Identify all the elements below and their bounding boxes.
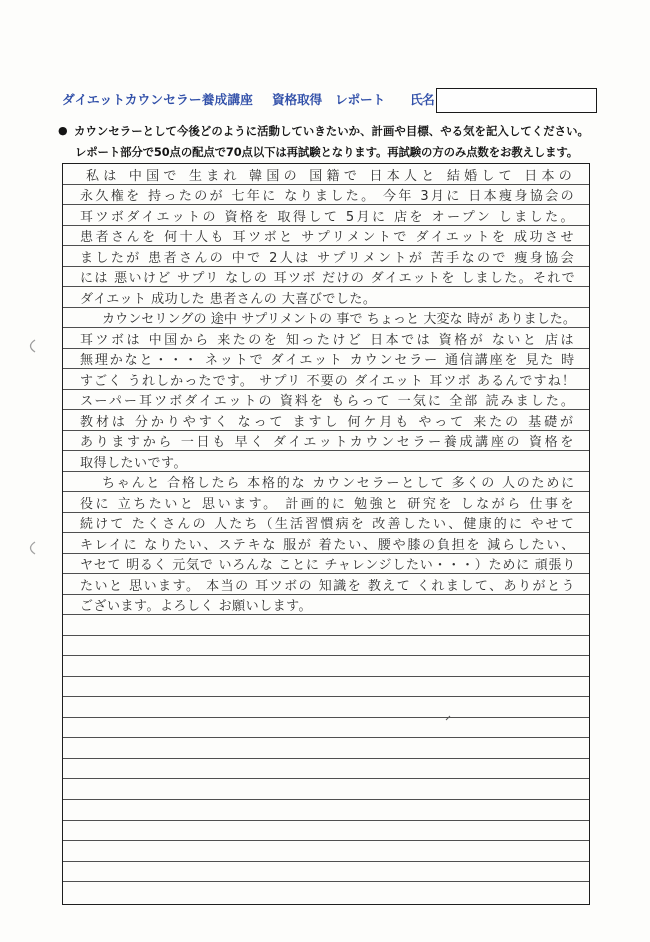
handwritten-line: ましたが 患者さんの 中で 2人は サプリメントが 苦手なので 痩身協会: [80, 250, 576, 266]
name-field: [436, 88, 597, 113]
ruled-line: [63, 554, 589, 575]
report-sheet: [62, 163, 590, 905]
ruled-line: [63, 841, 589, 862]
course-title: ダイエットカウンセラー養成講座: [62, 92, 253, 107]
ruled-line: [63, 164, 589, 185]
ruled-line: [63, 185, 589, 206]
handwritten-line: 患者さんを 何十人も 耳ツボと サプリメントで ダイエットを 成功させ: [80, 230, 576, 246]
ruled-line: [63, 718, 589, 739]
handwritten-line: たいと 思います。 本当の 耳ツボの 知識を 教えて くれまして、ありがとう: [80, 578, 576, 594]
ruled-line: [63, 431, 589, 452]
handwritten-line: 役に 立ちたいと 思います。 計画的に 勉強と 研究を しながら 仕事を: [80, 496, 576, 512]
ruled-line: [63, 451, 589, 472]
ruled-line: [63, 410, 589, 431]
ruled-line: [63, 595, 589, 616]
punch-hole-mark: [24, 541, 38, 555]
ruled-line: [63, 226, 589, 247]
report-label: レポート: [335, 92, 385, 107]
pen-mark: [444, 714, 452, 722]
ruled-line: [63, 328, 589, 349]
instruction-line-2: レポート部分で50点の配点で70点以下は再試験となります。再試験の方のみ点数をお教えします。: [75, 145, 578, 159]
ruled-line: [63, 390, 589, 411]
ruled-line: [63, 287, 589, 308]
ruled-line: [63, 738, 589, 759]
ruled-line: [63, 308, 589, 329]
handwritten-line: 耳ツボダイエットの 資格を 取得して 5月に 店を オープン しました。: [80, 209, 576, 225]
handwritten-line: キレイに なりたい、ステキな 服が 着たい、腰や膝の負担を 減らしたい、: [80, 537, 576, 553]
ruled-line: [63, 615, 589, 636]
name-label: 氏名: [410, 92, 434, 107]
handwritten-line: すごく うれしかったです。 サプリ 不要の ダイエット 耳ツボ あるんですね！: [80, 373, 576, 389]
handwritten-line: 取得したいです。: [80, 455, 187, 471]
ruled-line: [63, 533, 589, 554]
ruled-line: [63, 205, 589, 226]
ruled-line: [63, 349, 589, 370]
handwritten-line: 永久権を 持ったのが 七年に なりました。 今年 3月に 日本痩身協会の: [80, 189, 576, 205]
handwritten-line: 無理かなと・・・ ネットで ダイエット カウンセラー 通信講座を 見た 時: [80, 353, 576, 369]
handwritten-line: ございます。よろしく お願いします。: [80, 599, 313, 615]
ruled-line: [63, 697, 589, 718]
handwritten-line: カウンセリングの 途中 サプリメントの 事で ちょっと 大変な 時が ありました。: [102, 312, 576, 328]
handwritten-line: ダイエット 成功した 患者さんの 大喜びでした。: [80, 291, 377, 307]
ruled-line: [63, 800, 589, 821]
handwritten-line: 教材は 分かりやすく なって ますし 何ケ月も やって 来たの 基礎が: [80, 414, 576, 430]
handwritten-line: ありますから 一日も 早く ダイエットカウンセラー養成講座の 資格を: [80, 435, 576, 451]
punch-hole-mark: [24, 339, 38, 353]
ruled-line: [63, 574, 589, 595]
handwritten-line: ヤセて 明るく 元気で いろんな ことに チャレンジしたい・・・）ために 頑張り: [80, 558, 576, 574]
ruled-line: [63, 862, 589, 883]
handwritten-line: 耳ツボは 中国から 来たのを 知ったけど 日本では 資格が ないと 店は: [80, 332, 576, 348]
ruled-line: [63, 492, 589, 513]
ruled-line: [63, 472, 589, 493]
ruled-line: [63, 636, 589, 657]
qualification-label: 資格取得: [272, 92, 322, 107]
handwritten-line: スーパー耳ツボダイエットの 資料を もらって 一気に 全部 読みました。: [80, 394, 576, 410]
ruled-line: [63, 267, 589, 288]
ruled-line: [63, 513, 589, 534]
ruled-line: [63, 246, 589, 267]
handwritten-line: には 悪いけど サプリ なしの 耳ツボ だけの ダイエットを しました。それで: [80, 271, 576, 287]
instruction-line-1: カウンセラーとして今後どのように活動していきたいか、計画や目標、やる気を記入してください。: [74, 124, 589, 138]
handwritten-line: 続けて たくさんの 人たち（生活習慣病を 改善したい、健康的に やせて: [80, 517, 576, 533]
ruled-line: [63, 369, 589, 390]
ruled-line: [63, 882, 589, 903]
handwritten-line: 私は 中国で 生まれ 韓国の 国籍で 日本人と 結婚して 日本の: [86, 168, 576, 184]
ruled-line: [63, 821, 589, 842]
ruled-line: [63, 677, 589, 698]
handwritten-line: ちゃんと 合格したら 本格的な カウンセラーとして 多くの 人のために: [102, 476, 576, 492]
ruled-line: [63, 779, 589, 800]
ruled-line: [63, 759, 589, 780]
bullet-icon: ●: [58, 124, 68, 137]
ruled-line: [63, 656, 589, 677]
